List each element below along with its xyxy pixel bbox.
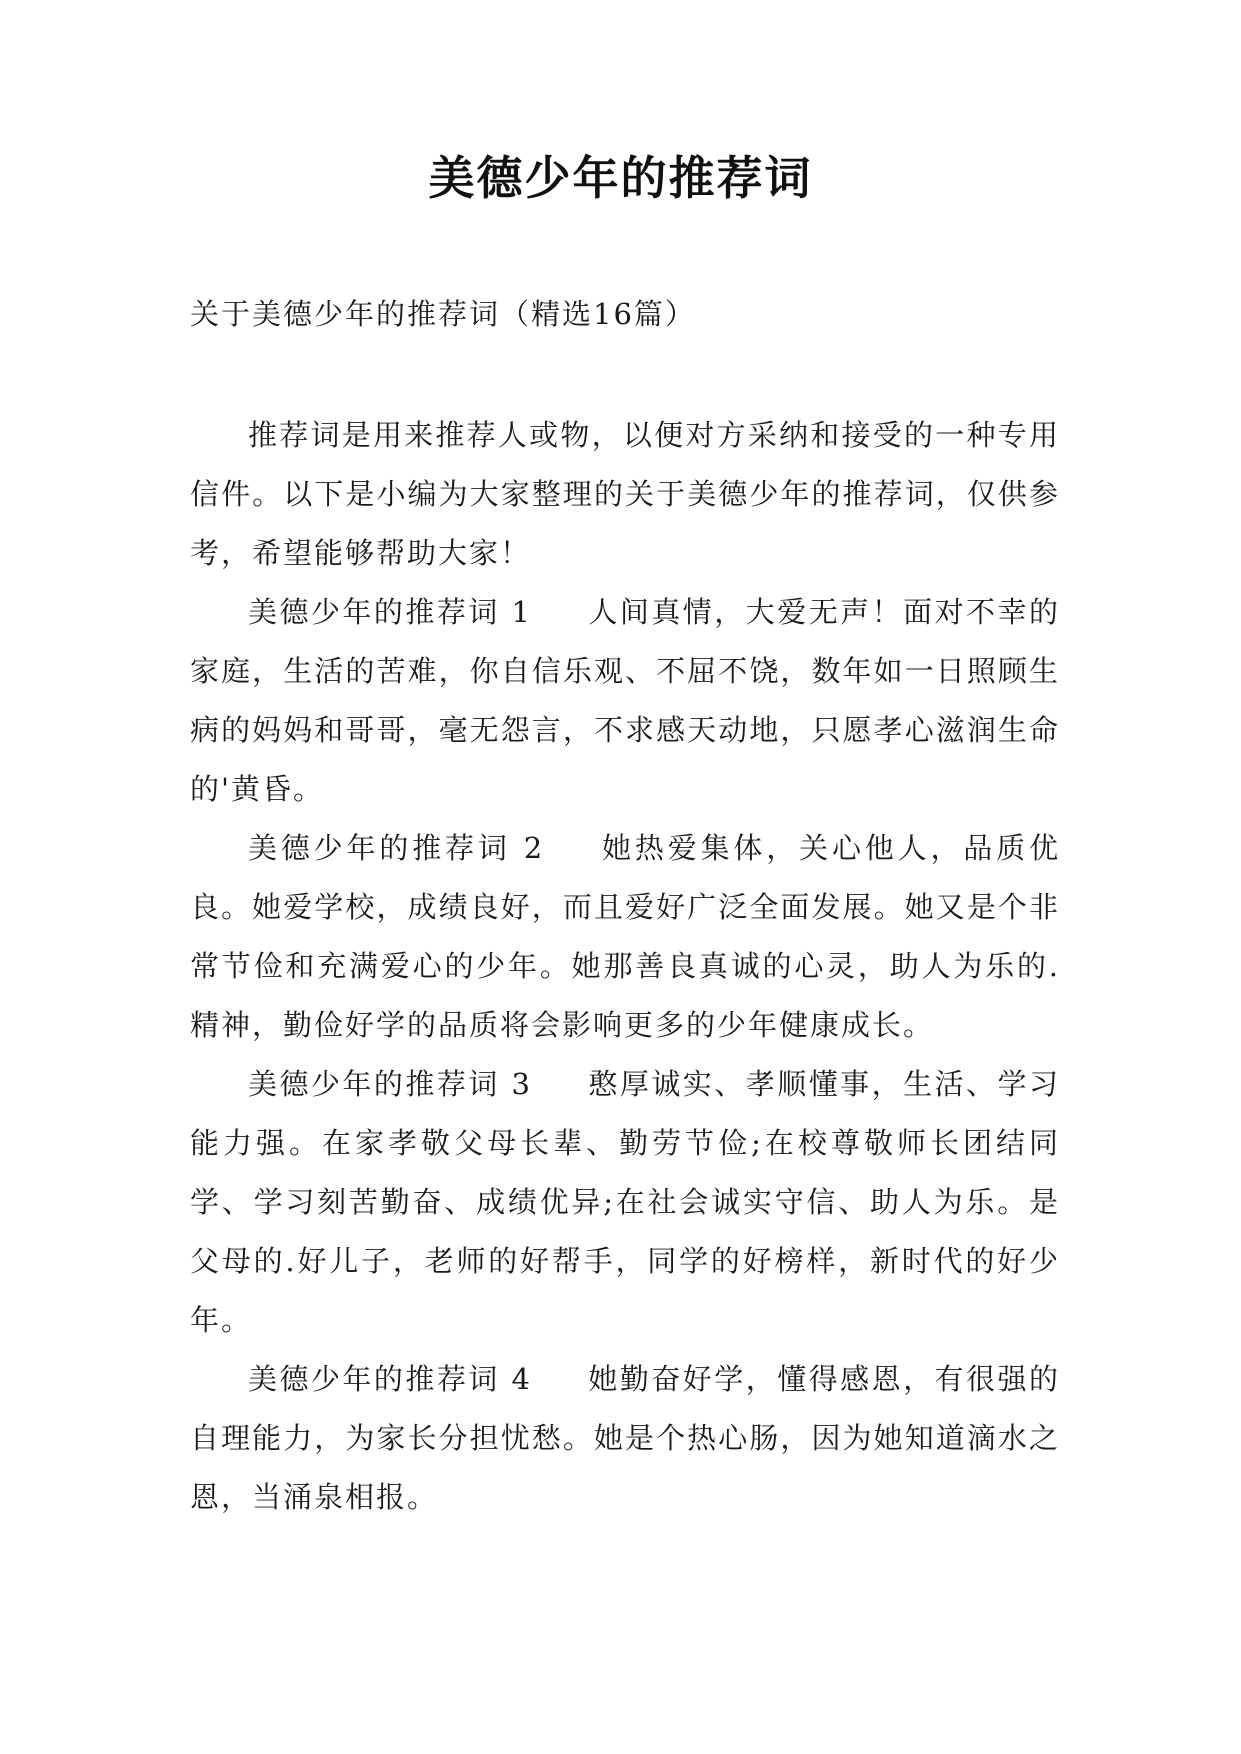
recommendation-label: 美德少年的推荐词 2 bbox=[248, 831, 545, 865]
document-subtitle: 关于美德少年的推荐词（精选16篇） bbox=[190, 297, 696, 331]
recommendation-label: 美德少年的推荐词 1 bbox=[248, 595, 532, 629]
recommendation-paragraph bbox=[190, 583, 1060, 819]
intro-paragraph: 推荐词是用来推荐人或物，以便对方采纳和接受的一种专用信件。以下是小编为大家整理的关于美德少年的推荐词，仅供参考，希望能够帮助大家！ bbox=[190, 418, 1060, 570]
document-title: 美德少年的推荐词 bbox=[428, 151, 813, 205]
recommendation-paragraph bbox=[190, 819, 1060, 1055]
recommendation-paragraph bbox=[190, 1055, 1060, 1350]
recommendation-label: 美德少年的推荐词 4 bbox=[248, 1362, 532, 1396]
recommendation-label: 美德少年的推荐词 3 bbox=[248, 1067, 532, 1101]
recommendation-text: 她勤奋好学，懂得感恩，有很强的自理能力，为家长分担忧愁。她是个热心肠，因为她知道滴水之恩，当涌泉相报。 bbox=[190, 1362, 1060, 1514]
document-body bbox=[190, 406, 1060, 1527]
recommendation-paragraph bbox=[190, 1350, 1060, 1527]
recommendation-text: 人间真情，大爱无声！面对不幸的家庭，生活的苦难，你自信乐观、不屈不饶，数年如一日照顾生病的妈妈和哥哥，毫无怨言，不求感天动地，只愿孝心滋润生命的'黄昏。 bbox=[190, 595, 1060, 806]
recommendation-text: 憨厚诚实、孝顺懂事，生活、学习能力强。在家孝敬父母长辈、勤劳节俭;在校尊敬师长团结同学、学习刻苦勤奋、成绩优异;在社会诚实守信、助人为乐。是父母的.好儿子，老师的好帮手，同学的好榜样，新时代的好少年。 bbox=[190, 1067, 1060, 1337]
recommendation-text: 她热爱集体，关心他人，品质优良。她爱学校，成绩良好，而且爱好广泛全面发展。她又是个非常节俭和充满爱心的少年。她那善良真诚的心灵，助人为乐的.精神，勤俭好学的品质将会影响更多的少年健康成长。 bbox=[190, 831, 1060, 1042]
